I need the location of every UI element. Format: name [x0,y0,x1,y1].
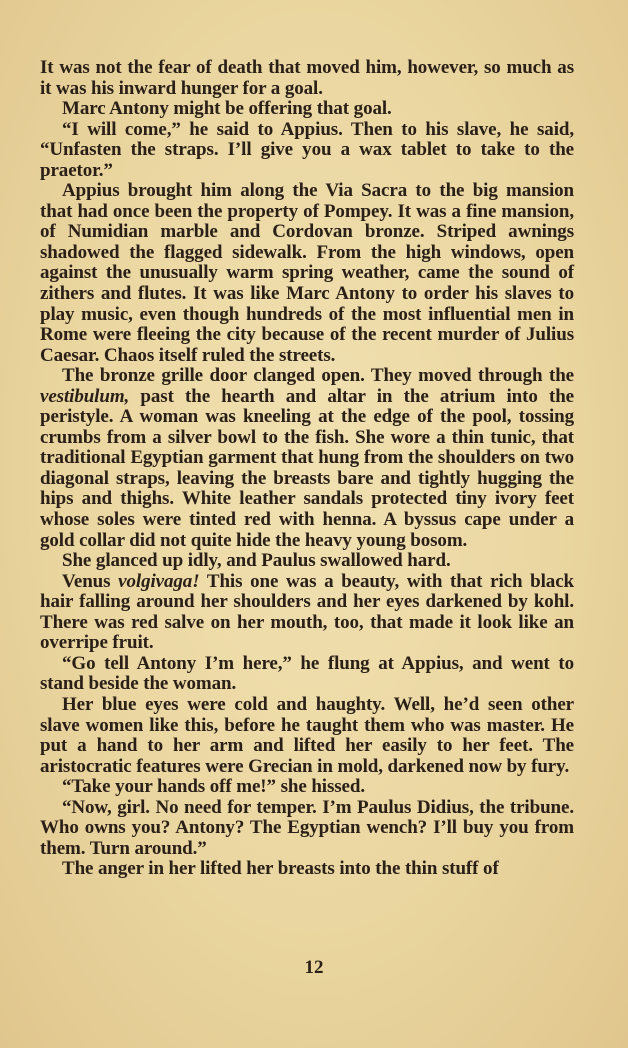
text-run: “Go tell Antony I’m here,” he flung at Appius, and went to stand beside the woman. [40,652,574,695]
text-run: This one was a beauty, with that rich black hair falling around her shoulders and her eyes darkened by kohl. There was red salve on her mouth, too, that made it look like an overripe fruit. [40,570,574,654]
text-run: past the hearth and altar in the atrium into the peristyle. A woman was kneeling at the edge of the pool, tossing crumbs from a silver bowl to the fish. She wore a thin tunic, that traditional Egyptian garment that hung from the shoulders on two diagonal straps, leaving the breasts bare and tightly hugging the hips and thighs. White leather sandals protected tiny ivory feet whose soles were tinted red with henna. A byssus cape under a gold collar did not quite hide the heavy young bosom. [40,385,574,551]
body-text [40,58,574,880]
page-number: 12 [304,957,324,978]
text-run: It was not the fear of death that moved him, however, so much as it was his inward hunger for a goal. [40,57,574,99]
text-run: The bronze grille door clanged open. They moved through the [62,365,574,387]
text-run: Marc Antony might be offering that goal. [62,98,392,120]
paragraph [40,181,574,366]
text-run: “Now, girl. No need for temper. I’m Paulus Didius, the tribune. Who owns you? Antony? The Egyptian wench? I’ll buy you from them. Turn around.” [40,796,574,859]
paragraph [40,777,574,798]
paragraph [40,798,574,860]
paragraph [40,120,574,182]
text-run: Her blue eyes were cold and haughty. Well, he’d seen other slave women like this, before he taught them who was master. He put a hand to her arm and lifted her easily to her feet. The aristocratic features were Grecian in mold, darkened now by fury. [40,693,574,777]
paragraph [40,366,574,551]
paragraph [40,551,574,572]
text-run: “I will come,” he said to Appius. Then to his slave, he said, “Unfasten the straps. I’ll give you a wax tablet to take to the praetor.” [40,118,574,181]
paragraph [40,572,574,654]
paragraph [40,654,574,695]
text-run: “Take your hands off me!” she hissed. [62,776,366,798]
paragraph [40,99,574,120]
paragraph [40,695,574,777]
text-run: Appius brought him along the Via Sacra to the big mansion that had once been the property of Pompey. It was a fine mansion, of Numidian marble and Cordovan bronze. Striped awnings shadowed the flagged sidewalk. From the high windows, open against the unusually warm spring weather, came the sound of zithers and flutes. It was like Marc Antony to order his slaves to play music, even though hundreds of the most influential men in Rome were fleeing the city because of the recent murder of Julius Caesar. Chaos itself ruled the streets. [40,180,574,366]
italic-text-run: volgivaga! [118,570,200,592]
paragraph [40,58,574,99]
text-run: Venus [62,570,119,592]
paragraph [40,859,574,880]
text-run: The anger in her lifted her breasts into the thin stuff of [62,858,499,880]
text-run: She glanced up idly, and Paulus swallowed hard. [62,550,451,572]
italic-text-run: vestibulum, [40,385,130,407]
